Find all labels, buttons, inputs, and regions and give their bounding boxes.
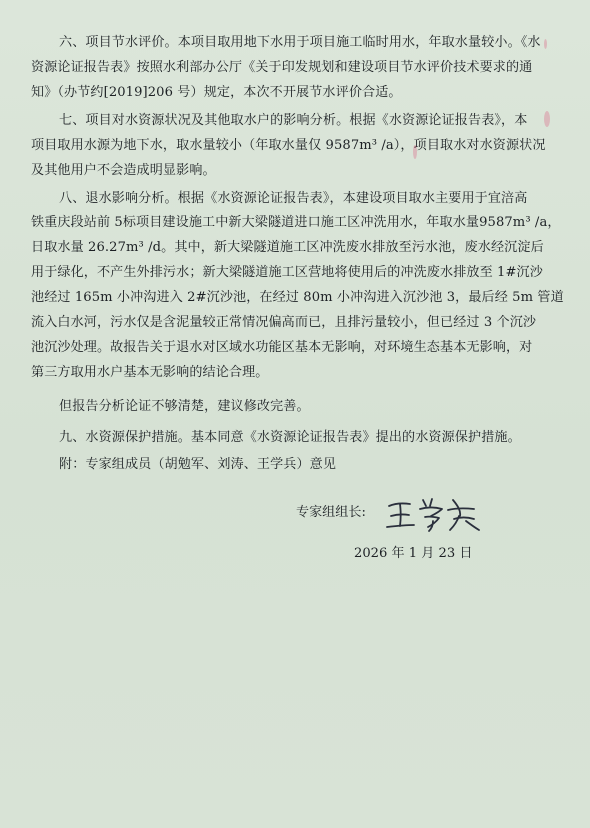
paragraph-seven-line-1: 七、项目对水资源状况及其他取水户的影响分析。根据《水资源论证报告表》，本 — [59, 113, 528, 128]
signature-date: 2026 年 1 月 23 日 — [354, 546, 473, 561]
paragraph-eight-line-6: 流入白水河，污水仅是含泥量较正常情况偏高而已，且排污量较小，但已经过 3 个沉沙 — [31, 315, 537, 330]
paragraph-seven-line-2: 项目取用水源为地下水，取水量较小（年取水量仅 9587m³ /a），项目取水对水资源状况 — [31, 138, 546, 153]
paragraph-eight-line-3: 日取水量 26.27m³ /d。其中，新大梁隧道施工区冲洗废水排放至污水池，废水经沉淀后 — [31, 240, 544, 255]
handwritten-signature — [382, 477, 492, 534]
paragraph-eight-line-4: 用于绿化，不产生外排污水；新大梁隧道施工区营地将使用后的冲洗废水排放至 1#沉沙 — [31, 265, 543, 280]
paragraph-seven-line-3: 及其他用户不会造成明显影响。 — [31, 163, 216, 178]
margin-mark — [544, 39, 547, 49]
paragraph-eight-line-1: 八、退水影响分析。根据《水资源论证报告表》，本建设项目取水主要用于宜涪高 — [59, 191, 528, 206]
attachment-note: 附：专家组成员（胡勉军、刘涛、王学兵）意见 — [59, 457, 337, 472]
margin-mark — [544, 111, 550, 127]
paragraph-eight-line-5: 池经过 165m 小冲沟进入 2#沉沙池，在经过 80m 小冲沟进入沉沙池 3，最后经 5m 管道 — [31, 290, 564, 305]
inline-mark — [413, 145, 417, 159]
paragraph-six-line-3: 知》（办节约[2019]206 号）规定，本次不开展节水评价合适。 — [31, 85, 402, 100]
paragraph-eight-line-8: 第三方取用水户基本无影响的结论合理。 — [31, 365, 269, 380]
paragraph-nine: 九、水资源保护措施。基本同意《水资源论证报告表》提出的水资源保护措施。 — [59, 430, 521, 445]
signature-text: 王学兵 — [382, 477, 431, 496]
paragraph-eight-line-7: 池沉沙处理。故报告关于退水对区域水功能区基本无影响，对环境生态基本无影响，对 — [31, 340, 533, 355]
paragraph-six-line-1: 六、项目节水评价。本项目取用地下水用于项目施工临时用水，年取水量较小。《水 — [59, 35, 541, 50]
revision-note: 但报告分析论证不够清楚，建议修改完善。 — [59, 399, 310, 414]
paragraph-eight-line-2: 铁重庆段站前 5标项目建设施工中新大梁隧道进口施工区冲洗用水，年取水量9587m³ /a， — [31, 215, 561, 230]
paragraph-six-line-2: 资源论证报告表》按照水利部办公厅《关于印发规划和建设项目节水评价技术要求的通 — [31, 60, 533, 75]
signature-label: 专家组组长: — [296, 505, 366, 520]
